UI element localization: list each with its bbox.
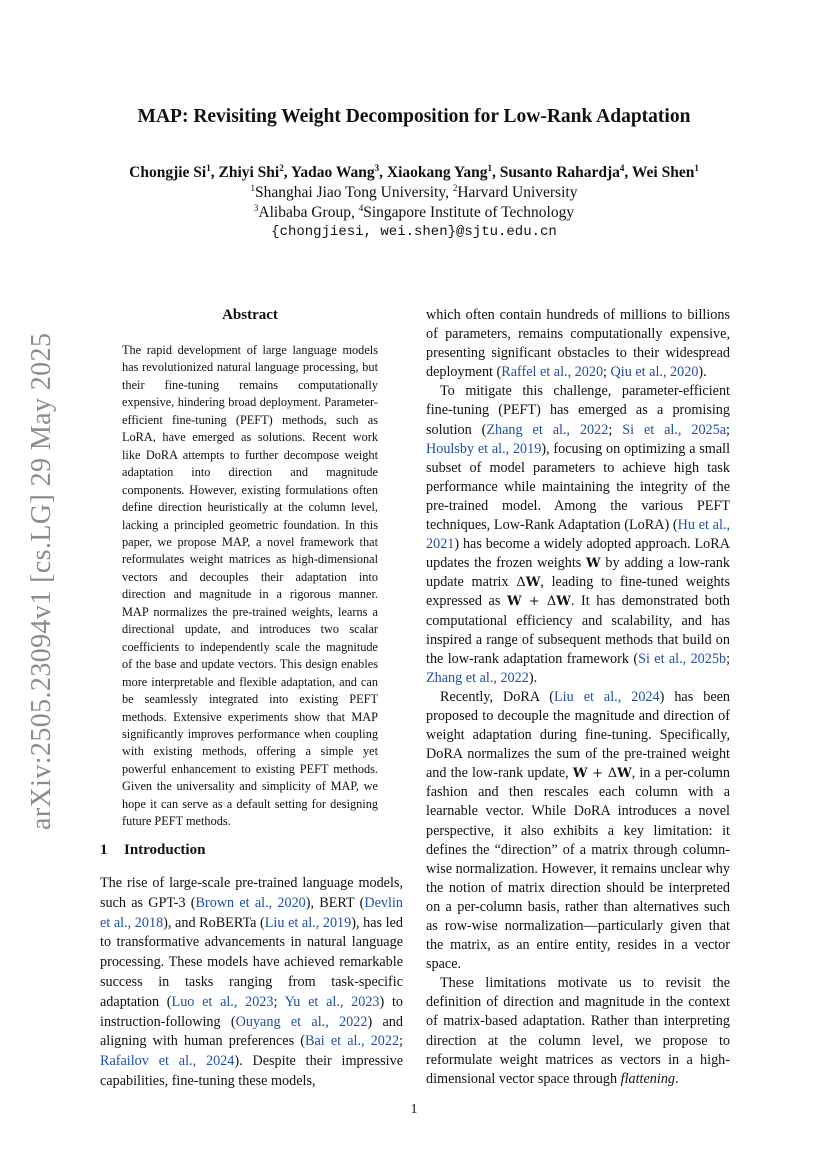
affiliation-mark: 1 (694, 163, 699, 173)
author-name: , Yadao Wang (283, 164, 375, 181)
body-text: ; (608, 421, 623, 438)
affiliation-mark: 1 (206, 163, 211, 173)
math-symbol: W (525, 575, 541, 591)
body-text: which often contain hundreds of millions to billions of parameters, remains computationally expensive, presenting significant obstacles to their widespread deployment ( (426, 307, 730, 381)
math-symbol: W (586, 556, 601, 572)
citation-link[interactable]: Houlsby et al., 2019 (426, 440, 542, 457)
affiliation-mark: 3 (253, 203, 259, 213)
body-text: ), focusing on optimizing a small subset of model parameters to achieve high task performance while maintaining the integrity of the pre-trained model. Among the various PEFT techniques, Low-Rank Adaptation (LoRA) ( (426, 440, 731, 534)
body-text: . (675, 1070, 679, 1087)
body-text: ), has led to transformative advancements in natural language processing. These models have achieved remarkable success in tasks ranging from task-specific adaptation ( (100, 914, 403, 1010)
affiliation-mark: 4 (358, 203, 364, 213)
math-symbol: + (587, 766, 608, 782)
arxiv-stamp: arXiv:2505.23094v1 [cs.LG] 29 May 2025 (26, 332, 57, 830)
citation-link[interactable]: Liu et al., 2019 (264, 914, 352, 931)
body-text: ; (603, 364, 611, 381)
citation-link[interactable]: Hu et al., 2021 (426, 517, 730, 553)
math-symbol: W (556, 594, 571, 610)
citation-link[interactable]: Si et al., 2025b (638, 650, 727, 667)
body-text: Recently, DoRA ( (440, 688, 555, 705)
author-list (0, 164, 828, 182)
emphasis-text: flattening (620, 1070, 676, 1087)
contact-email: {chongjiesi, wei.shen}@sjtu.edu.cn (271, 224, 557, 240)
body-text: The rise of large-scale pre-trained language models, such as GPT-3 ( (100, 875, 403, 911)
body-text: . It has demonstrated both computational efficiency and scalability, and has inspired a range of subsequent methods that build on the low-rank adaptation framework ( (426, 593, 730, 667)
body-text: ; (726, 421, 730, 438)
intro-paragraph-1 (426, 306, 730, 382)
page-number: 1 (410, 1102, 418, 1117)
citation-link[interactable]: Luo et al., 2023 (171, 993, 274, 1010)
intro-paragraph-3 (426, 688, 730, 974)
body-text: ), BERT ( (305, 894, 365, 911)
body-text: ) and aligning with human preferences ( (100, 1013, 403, 1050)
body-text: , leading to fine-tuned weights expressed as (426, 574, 730, 610)
math-symbol: Δ (546, 594, 557, 610)
body-text: ). Despite their impressive capabilities, fine-tuning these models, (100, 1053, 403, 1089)
body-text: ; (273, 993, 285, 1010)
author-name: , Wei Shen (624, 164, 695, 181)
author-name: , Susanto Rahardja (492, 164, 620, 181)
affiliation-mark: 1 (487, 163, 493, 173)
abstract-heading: Abstract (222, 307, 278, 323)
paper-title: MAP: Revisiting Weight Decomposition for Low-Rank Adaptation (137, 106, 691, 127)
body-text: ), and RoBERTa ( (163, 914, 265, 931)
author-name: , Xiaokang Yang (379, 164, 488, 181)
body-text: ) has been proposed to decouple the magnitude and direction of weight adaptation during fine-tuning. Specifically, DoRA normalizes the sum of the pre-trained weight and the low-rank update, (426, 688, 731, 782)
intro-paragraph-4 (426, 974, 730, 1089)
body-text: , in a per-column fashion and then rescales each column with a learnable vector. While DoRA introduces a novel perspective, it also exhibits a key limitation: it defines the “direction” of a matrix through column-wise normalization. However, it remains unclear why the notion of matrix direction should be interpreted on a per-column basis, rather than alternatives such as row-wise normalization—particularly given that the matrix, as an entire entity, resides in a vector space. (426, 765, 730, 973)
body-text: ; (726, 650, 731, 667)
section-number: 1 (100, 842, 108, 858)
affiliation-line-2 (0, 204, 828, 222)
affiliation-text: Singapore Institute of Technology (363, 204, 575, 221)
section-heading (100, 842, 205, 859)
citation-link[interactable]: Ouyang et al., 2022 (235, 1013, 368, 1030)
citation-link[interactable]: Bai et al., 2022 (304, 1033, 400, 1050)
body-text: by adding a low-rank update matrix (426, 555, 730, 591)
body-text: To mitigate this challenge, parameter-efficient fine-tuning (PEFT) has emerged as a promising solution ( (426, 383, 730, 438)
math-symbol: + (521, 594, 547, 610)
affiliation-mark: 2 (279, 163, 284, 173)
body-text: These limitations motivate us to revisit the definition of direction and magnitude in the context of matrix-based adaptation. Rather than interpreting direction at the column level, we propose to reformulate weight matrices as vectors in a high-dimensional vector space through (426, 975, 730, 1087)
affiliation-mark: 1 (250, 183, 256, 193)
author-name: Chongjie Si (129, 164, 207, 181)
citation-link[interactable]: Devlin et al., 2018 (100, 894, 403, 931)
abstract-text: The rapid development of large language models has revolutionized natural language processing, but their fine-tuning remains computationally expensive, hindering broad deployment. Parameter-efficient fine-tuning (PEFT) methods, such as LoRA, have emerged as solutions. Recent work like DoRA attempts to further decompose weight adaptation into direction and magnitude components. However, existing formulations often define direction heuristically at the column level, lacking a principled geometric foundation. In this paper, we propose MAP, a novel framework that reformulates weight matrices as high-dimensional vectors and decouples their adaptation into direction and magnitude in a rigorous manner. MAP normalizes the pre-trained weights, learns a directional update, and introduces two scalar coefficients to independently scale the magnitude of the base and update vectors. This design enables more interpretable and flexible adaptation, and can be seamlessly integrated into existing PEFT methods. Extensive experiments show that MAP significantly improves performance when coupling with existing methods, offering a simple yet powerful enhancement to existing PEFT methods. Given the universality and simplicity of MAP, we hope it can serve as a default setting for designing future PEFT methods. (122, 343, 378, 829)
affiliation-mark: 4 (619, 163, 625, 173)
body-text: ). (528, 669, 538, 686)
citation-link[interactable]: Liu et al., 2024 (554, 688, 660, 705)
intro-paragraph-left (100, 874, 403, 1092)
affiliation-text: Alibaba Group, (258, 204, 359, 221)
citation-link[interactable]: Qiu et al., 2020 (610, 364, 699, 381)
math-symbol: Δ (516, 575, 526, 591)
citation-link[interactable]: Zhang et al., 2022 (426, 669, 529, 686)
citation-link[interactable]: Si et al., 2025a (622, 421, 727, 438)
math-symbol: W (506, 594, 522, 610)
intro-paragraph-2 (426, 382, 730, 688)
citation-link[interactable]: Brown et al., 2020 (195, 894, 306, 911)
math-symbol: Δ (607, 766, 618, 782)
citation-link[interactable]: Rafailov et al., 2024 (100, 1053, 235, 1070)
math-symbol: W (617, 766, 632, 782)
body-text: ; (399, 1033, 403, 1050)
affiliation-line-1 (0, 184, 828, 202)
body-text: ) has become a widely adopted approach. LoRA updates the frozen weights (426, 536, 730, 572)
body-text: ) to instruction-following ( (100, 993, 403, 1030)
right-column (426, 306, 730, 1089)
math-symbol: W (572, 766, 588, 782)
affiliation-mark: 3 (374, 163, 380, 173)
author-name: , Zhiyi Shi (210, 164, 280, 181)
citation-link[interactable]: Raffel et al., 2020 (501, 364, 604, 381)
affiliation-mark: 2 (452, 183, 458, 193)
body-text: ). (698, 364, 707, 381)
section-title: Introduction (124, 842, 206, 858)
affiliation-text: Shanghai Jiao Tong University, (255, 184, 453, 201)
citation-link[interactable]: Yu et al., 2023 (284, 993, 380, 1010)
affiliation-text: Harvard University (457, 184, 578, 201)
citation-link[interactable]: Zhang et al., 2022 (486, 421, 609, 438)
